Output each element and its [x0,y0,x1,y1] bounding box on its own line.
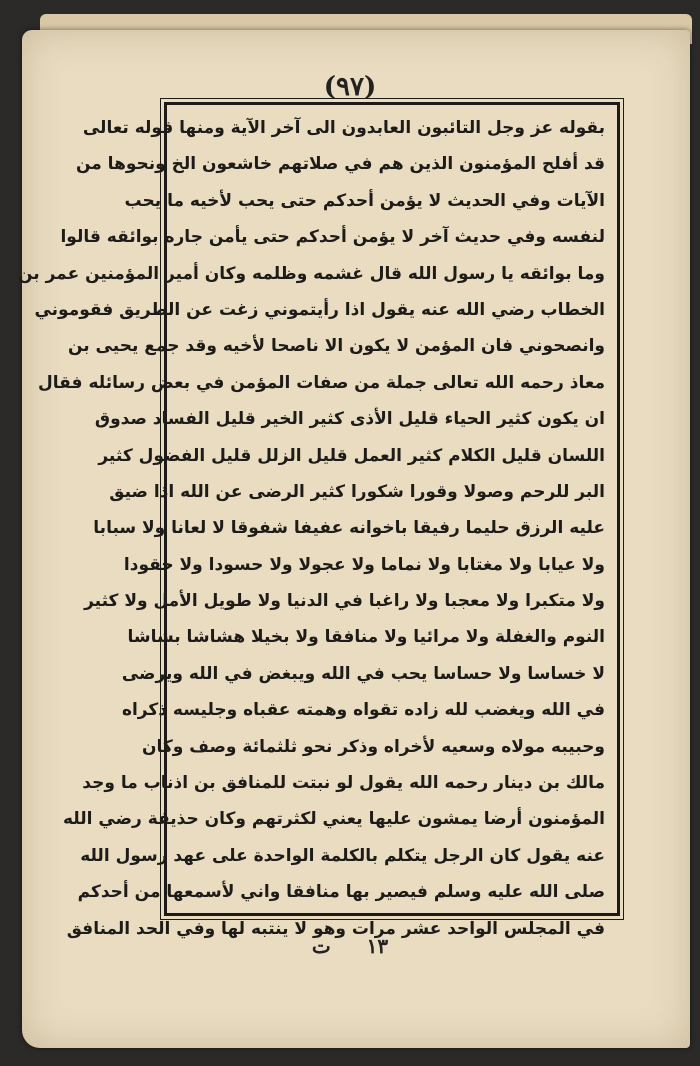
text-line: اللسان قليل الكلام كثير العمل قليل الزلل قليل الفضول كثير [98,445,605,466]
catchword: ت [311,934,331,958]
text-line: النوم والغفلة ولا مرائيا ولا منافقا ولا بخيلا هشاشا بشاشا [127,627,605,648]
signature-mark: ١٣ [366,934,389,958]
text-line: وانصحوني فان المؤمن لا يكون الا ناصحا لأخيه وقد جمع يحيى بن [67,336,605,357]
text-line: وما بوائقه يا رسول الله قال غشمه وظلمه وكان أمير المؤمنين عمر بن [18,263,605,284]
text-line: ولا عيابا ولا مغتابا ولا نماما ولا عجولا ولا حسودا ولا حقودا [123,554,605,575]
text-line: عنه يقول كان الرجل يتكلم بالكلمة الواحدة على عهد رسول الله [80,845,605,866]
text-line: في المجلس الواحد عشر مرات وهو لا ينتبه لها وفي الحد المنافق [66,918,605,939]
text-line: ان يكون كثير الحياء قليل الأذى كثير الخير قليل الفساد صدوق [94,409,605,430]
text-line: الخطاب رضي الله عنه يقول اذا رأيتموني زغت عن الطريق فقوموني [34,299,605,320]
text-line: عليه الرزق حليما رفيقا باخوانه عفيفا شفوقا لا لعانا ولا سبابا [93,518,605,539]
page-footer [0,934,700,958]
text-line: في الله ويغضب لله زاده تقواه وهمته عقباه وجليسه ذكراه [121,700,605,721]
text-line: بقوله عز وجل التائبون العابدون الى آخر الآية ومنها قوله تعالى [82,118,605,138]
text-line: صلى الله عليه وسلم فيصير بها منافقا واني لأسمعها من أحدكم [77,882,605,903]
text-line: لنفسه وفي حديث آخر لا يؤمن أحدكم حتى يأمن جاره بوائقه قالوا [60,227,605,248]
text-line: معاذ رحمه الله تعالى جملة من صفات المؤمن في بعض رسائله فقال [38,372,605,393]
text-body [18,110,609,939]
text-line: قد أفلح المؤمنون الذين هم في صلاتهم خاشعون الخ ونحوها من [75,154,605,175]
page-number: (٩٧) [323,72,377,102]
text-line: مالك بن دينار رحمه الله يقول لو نبتت للمنافق بن اذناب ما وجد [82,773,605,794]
text-line: الآيات وفي الحديث لا يؤمن أحدكم حتى يحب لأخيه ما يحب [124,190,605,211]
text-line: البر للرحم وصولا وقورا شكورا كثير الرضى عن الله اذا ضيق [109,481,605,502]
text-line: ولا متكبرا ولا معجبا ولا راغبا في الدنيا ولا طويل الأمل ولا كثير [84,591,605,612]
text-line: المؤمنون أرضا يمشون عليها يعني لكثرتهم وكان حذيفة رضي الله [63,809,605,830]
text-line: وحبيبه مولاه وسعيه لأخراه وذكر نحو ثلثمائة وصف وكان [141,736,605,757]
text-line: لا خساسا ولا حساسا يحب في الله ويبغض في الله ويرضى [121,663,605,684]
